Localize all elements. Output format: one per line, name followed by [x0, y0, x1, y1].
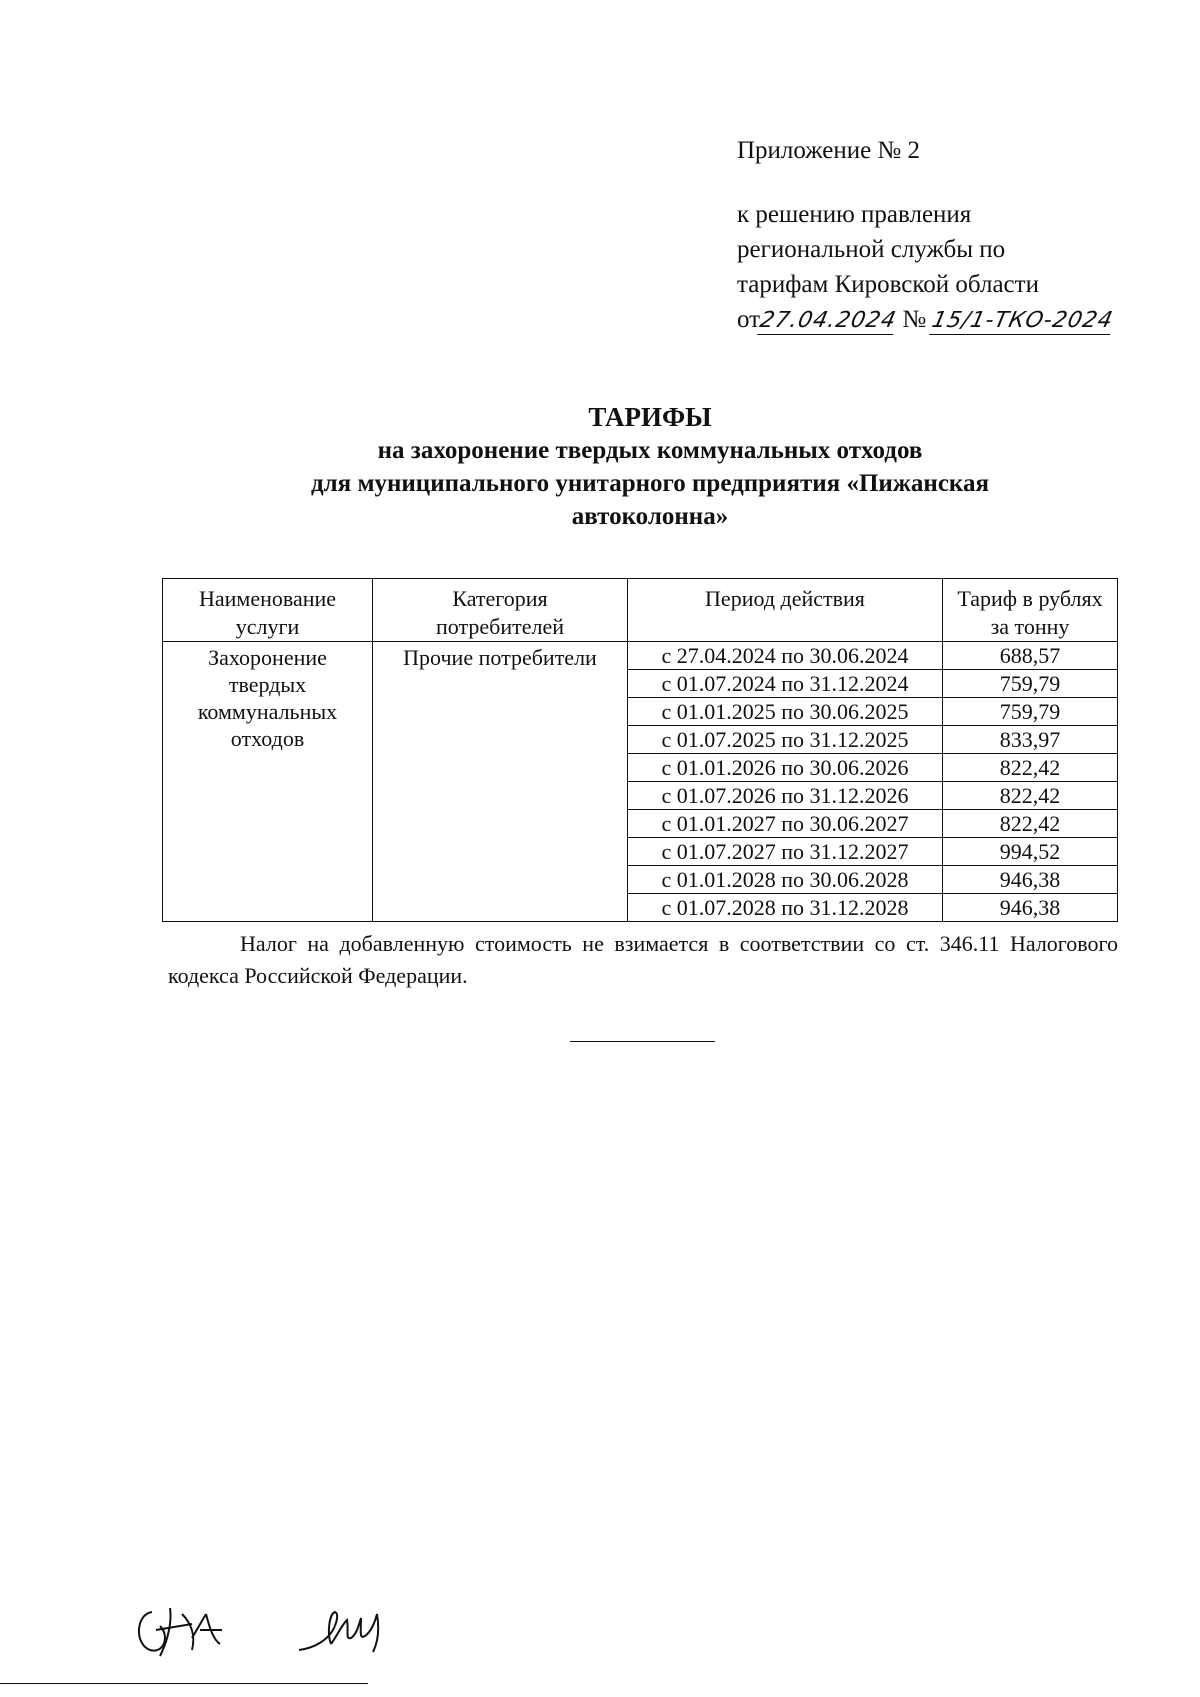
end-separator-line — [570, 1041, 715, 1042]
table-row — [163, 642, 1118, 670]
header-period — [628, 579, 943, 642]
heading-title: ТАРИФЫ — [588, 402, 712, 432]
tariff-cell: 833,97 — [943, 726, 1118, 754]
period-cell: с 01.07.2027 по 31.12.2027 — [628, 838, 943, 866]
tariff-cell: 946,38 — [943, 866, 1118, 894]
period-cell: с 01.01.2027 по 30.06.2027 — [628, 810, 943, 838]
consumer-category-cell: Прочие потребители — [373, 642, 628, 922]
tariff-cell: 822,42 — [943, 782, 1118, 810]
period-cell: с 01.07.2028 по 31.12.2028 — [628, 894, 943, 922]
bottom-rule — [0, 1683, 368, 1684]
service-name-line-4: отходов — [230, 726, 305, 751]
handwritten-number: 15/1-ТКО-2024 — [929, 308, 1116, 333]
service-name-line-1: Захоронение — [208, 645, 327, 670]
period-cell: с 01.07.2024 по 31.12.2024 — [628, 670, 943, 698]
header-period-text: Период действия — [705, 586, 865, 611]
header-category-line-1: Категория — [452, 586, 548, 611]
appendix-line-1: к решению правления — [737, 201, 972, 228]
header-tariff-line-1: Тариф в рублях — [957, 586, 1103, 611]
service-name-cell — [163, 642, 373, 922]
appendix-block — [737, 133, 1167, 337]
appendix-title: Приложение № 2 — [737, 137, 921, 164]
service-name-line-3: коммунальных — [197, 699, 338, 724]
tariff-cell: 946,38 — [943, 894, 1118, 922]
heading-line-2: для муниципального унитарного предприятия «Пижанская — [311, 470, 989, 497]
heading-line-3: автоколонна» — [571, 503, 729, 530]
tariff-cell: 994,52 — [943, 838, 1118, 866]
service-name-line-2: твердых — [228, 672, 307, 697]
appendix-line-2: региональной службы по — [737, 236, 1006, 263]
initials-signature — [130, 1600, 250, 1660]
table-header-row — [163, 579, 1118, 642]
heading-line-1: на захоронение твердых коммунальных отходов — [377, 437, 923, 464]
header-category-line-2: потребителей — [436, 614, 564, 639]
document-heading — [150, 400, 1150, 533]
tariff-cell: 822,42 — [943, 754, 1118, 782]
appendix-line-3: тарифам Кировской области — [737, 271, 1039, 298]
header-tariff — [943, 579, 1118, 642]
header-tariff-line-2: за тонну — [990, 614, 1070, 639]
header-service — [163, 579, 373, 642]
header-category — [373, 579, 628, 642]
header-service-line-1: Наименование — [198, 586, 337, 611]
vat-note: Налог на добавленную стоимость не взимается в соответствии со ст. 346.11 Налогового кодекса Российской Федерации. — [168, 931, 1118, 988]
period-cell: с 01.07.2026 по 31.12.2026 — [628, 782, 943, 810]
period-cell: с 01.07.2025 по 31.12.2025 — [628, 726, 943, 754]
tariff-cell: 759,79 — [943, 698, 1118, 726]
handwritten-date: 27.04.2024 — [757, 308, 899, 333]
decision-number-line — [737, 302, 1167, 337]
period-cell: с 01.01.2028 по 30.06.2028 — [628, 866, 943, 894]
header-service-line-2: услуги — [235, 614, 300, 639]
tariff-cell: 822,42 — [943, 810, 1118, 838]
period-cell: с 01.01.2025 по 30.06.2025 — [628, 698, 943, 726]
tariff-cell: 688,57 — [943, 642, 1118, 670]
tariff-table — [162, 578, 1118, 922]
period-cell: с 27.04.2024 по 30.06.2024 — [628, 642, 943, 670]
period-cell: с 01.01.2026 по 30.06.2026 — [628, 754, 943, 782]
header-period-spacer — [634, 613, 936, 641]
tariff-cell: 759,79 — [943, 670, 1118, 698]
from-label: от — [737, 306, 761, 333]
number-label: № — [902, 306, 927, 333]
handwritten-signature — [295, 1600, 395, 1660]
